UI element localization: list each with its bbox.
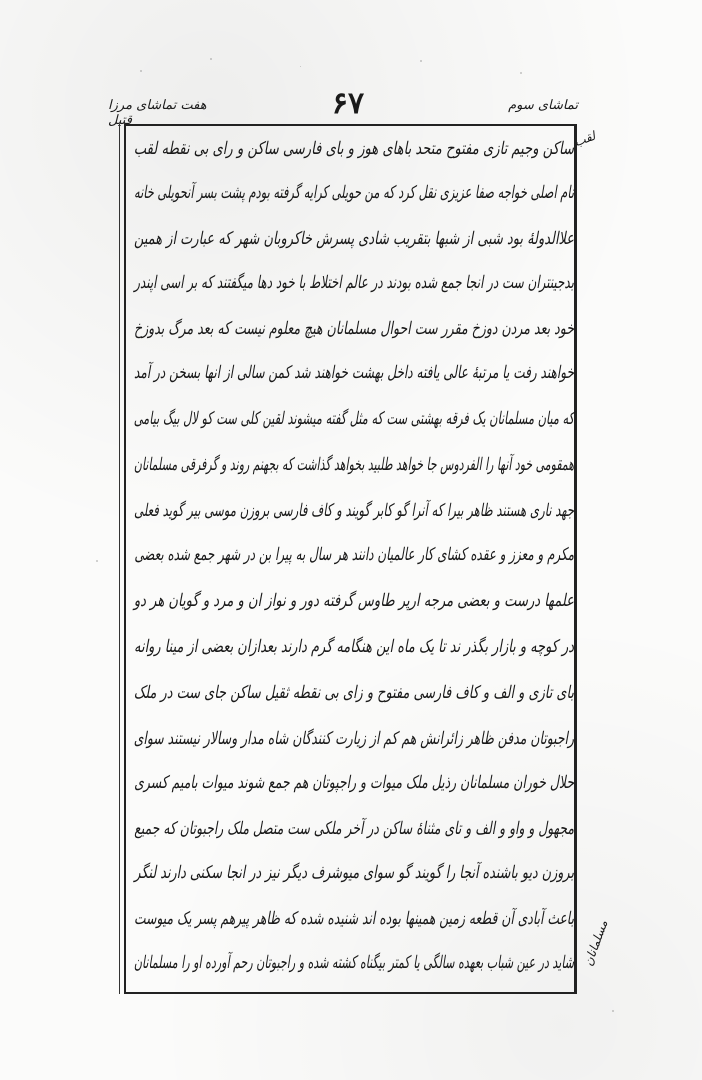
text-line: نام اصلی خواجه صفا عزیزی نقل کرد که من حویلی کرایه گرفته بودم پشت بسر آنحویلی خانه bbox=[133, 183, 574, 203]
scan-speck bbox=[612, 1010, 614, 1012]
text-line: در کوچه و بازار بگذر ند تا یک ماه این هنگامه گرم دارند بعدازان بعضی از مینا روانه bbox=[134, 637, 574, 657]
margin-note: لقب bbox=[572, 128, 598, 150]
text-line: راجبوتان مدفن ظاهر زائرانش هم کم از زیارت کنندگان شاه مدار وسالار نیستند سوای bbox=[133, 729, 574, 749]
text-line: شاید در عین شباب بعهده سالگی یا کمتر بیگناه کشته شده و راجبوتان رحم آورده او را مسلمانان bbox=[133, 953, 574, 973]
text-line: بروزن دیو باشنده آنجا را گویند گو سوای میوشرف دیگر نیز در انجا سکنی دارند لنگر bbox=[134, 863, 574, 883]
margin-note: مسلمانان bbox=[581, 918, 611, 968]
text-line: علاالدولهٔ بود شبی از شبها بتقریب شادی پسرش خاکروبان شهر که عبارت از همین bbox=[134, 229, 574, 249]
text-line: همقومی خود آنها را الفردوس جا خواهد طلبید بخواهد گذاشت که بجهنم روند و گرفرقی مسلمانان bbox=[133, 455, 574, 475]
page-header bbox=[108, 86, 578, 126]
page-number: ۶۷ bbox=[331, 86, 365, 121]
text-line: باعث آبادی آن قطعه زمین همینها بوده اند شنیده شده که ظاهر پیرهم پسر یک میوست bbox=[134, 909, 574, 929]
scan-speck bbox=[96, 560, 98, 562]
text-line: حلال خوران مسلمانان رذیل ملک میوات و راجپوتان هم جمع شوند میوات بامیم کسری bbox=[134, 773, 574, 793]
text-line: بدجینتران ست در انجا جمع شده بودند در عالم اختلاط با خود دها میگفتند که بر اسی اپندر bbox=[134, 273, 575, 293]
text-line: جهد ناری هستند ظاهر بیرا که آنرا گو کابر گویند و کاف فارسی بروزن موسی بیر گوید فعلی bbox=[134, 501, 575, 521]
book-title: هفت تماشای مرزا قتیل bbox=[108, 98, 207, 128]
text-line: مجهول و واو و الف و تای مثناۀ ساکن در آخر ملکی ست متصل ملک راجبوتان که جمیع bbox=[134, 819, 574, 839]
scan-speck bbox=[300, 66, 301, 67]
scan-speck bbox=[210, 58, 212, 60]
scan-speck bbox=[520, 72, 522, 74]
chapter-heading: تماشای سوم bbox=[508, 98, 578, 113]
scan-speck bbox=[140, 70, 142, 72]
text-line: بای تازی و الف و کاف فارسی مفتوح و زای بی نقطه ثقیل ساکن جای ست در ملک bbox=[133, 683, 574, 703]
text-line: که میان مسلمانان یک فرقه بهشتی ست که مثل گفته میشوند لقین کلی ست کو لال بیگ بیامی bbox=[133, 409, 575, 429]
manuscript-text-body bbox=[128, 128, 574, 988]
text-line: خود بعد مردن دوزخ مقرر ست احوال مسلمانان هیچ معلوم نیست که بعد مرگ بدوزخ bbox=[133, 319, 574, 339]
text-line: مکرم و معزز و عقده کشای کار عالمیان دانند هر سال به پیرا بن در شهر جمع شده بعضی bbox=[134, 545, 574, 565]
scan-speck bbox=[420, 60, 422, 62]
text-line: علمها درست و بعضی مرجه ارپر طاوس گرفته دور و نواز ان و مرد و گویان هر دو bbox=[133, 591, 574, 611]
text-line: ساکن وجیم تازی مفتوح متحد باهای هوز و بای فارسی ساکن و رای بی نقطه لقب bbox=[133, 139, 574, 159]
text-line: خواهند رفت یا مرتبهٔ عالی یافته داخل بهشت خواهند شد کمن سالی از انها بسخن در آمد bbox=[134, 363, 574, 383]
